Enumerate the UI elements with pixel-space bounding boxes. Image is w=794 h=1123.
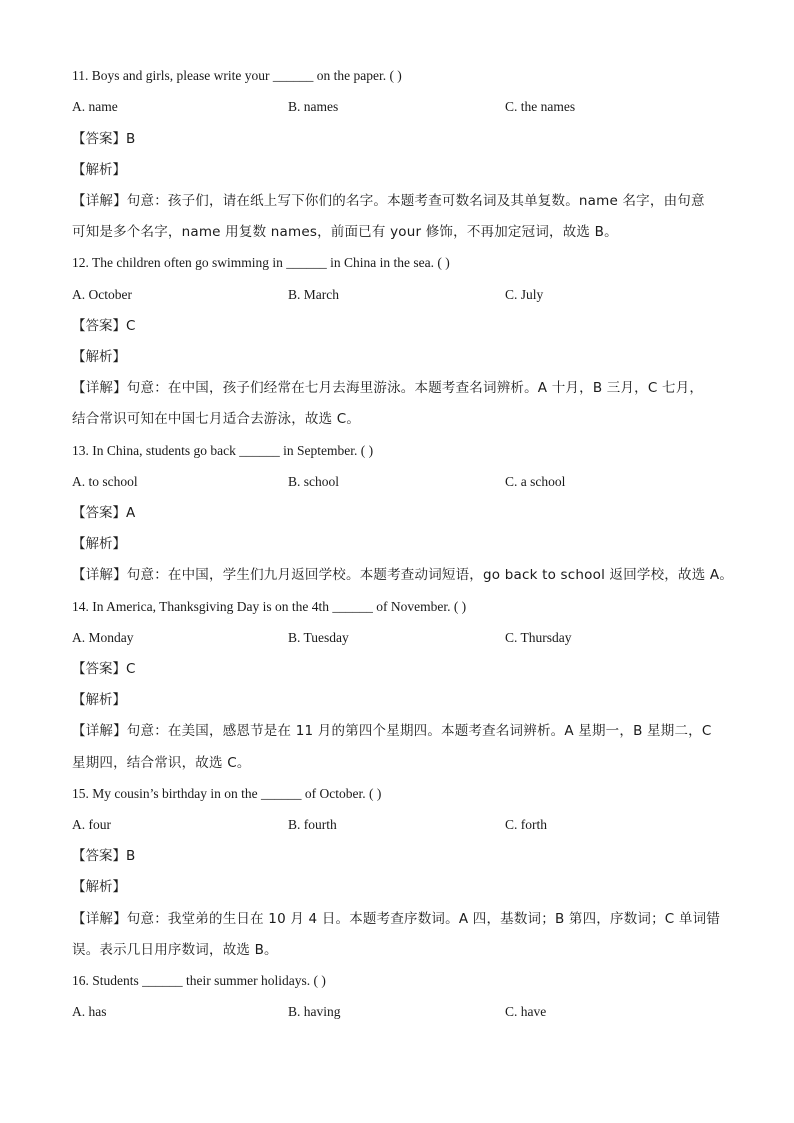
question-12-detail-line-1: 【详解】句意：在中国，孩子们经常在七月去海里游泳。本题考查名词辨析。A 十月，B 三月，C 七月， bbox=[72, 380, 704, 396]
question-15-option-c: C. forth bbox=[505, 817, 547, 832]
question-13-analysis-label: 【解析】 bbox=[72, 536, 126, 552]
question-14-option-c: C. Thursday bbox=[505, 630, 572, 645]
question-13-option-c: C. a school bbox=[505, 474, 566, 489]
question-11-analysis-label: 【解析】 bbox=[72, 162, 126, 178]
question-13-stem: 13. In China, students go back ______ in September. ( ) bbox=[72, 443, 374, 458]
question-11-detail-line-2: 可知是多个名字，name 用复数 names，前面已有 your 修饰，不再加定冠词，故选 B。 bbox=[72, 224, 618, 240]
question-13-option-b: B. school bbox=[288, 474, 340, 489]
question-16-option-a: A. has bbox=[72, 1004, 107, 1019]
question-14-answer: 【答案】C bbox=[72, 661, 136, 677]
question-12-answer: 【答案】C bbox=[72, 318, 136, 334]
question-15-stem: 15. My cousin’s birthday in on the ______ of October. ( ) bbox=[72, 786, 382, 801]
question-11-answer: 【答案】B bbox=[72, 131, 136, 147]
question-11-detail-line-1: 【详解】句意：孩子们，请在纸上写下你们的名字。本题考查可数名词及其单复数。name 名字，由句意 bbox=[72, 193, 705, 209]
question-12-stem: 12. The children often go swimming in ______ in China in the sea. ( ) bbox=[72, 255, 450, 270]
question-11-option-a: A. name bbox=[72, 99, 118, 114]
question-16-stem: 16. Students ______ their summer holidays. ( ) bbox=[72, 973, 326, 988]
question-12-option-c: C. July bbox=[505, 287, 544, 302]
question-13-answer: 【答案】A bbox=[72, 505, 136, 521]
question-15-analysis-label: 【解析】 bbox=[72, 879, 126, 895]
question-14-stem: 14. In America, Thanksgiving Day is on the 4th ______ of November. ( ) bbox=[72, 599, 467, 614]
question-12-analysis-label: 【解析】 bbox=[72, 349, 126, 365]
question-16-option-b: B. having bbox=[288, 1004, 341, 1019]
question-15-answer: 【答案】B bbox=[72, 848, 136, 864]
question-15-detail-line-1: 【详解】句意：我堂弟的生日在 10 月 4 日。本题考查序数词。A 四，基数词；B 第四，序数词；C 单词错 bbox=[72, 911, 721, 927]
question-12-option-b: B. March bbox=[288, 287, 339, 302]
question-14-detail-line-2: 星期四，结合常识，故选 C。 bbox=[72, 755, 251, 771]
question-15-detail-line-2: 误。表示几日用序数词，故选 B。 bbox=[72, 942, 278, 958]
question-14-option-b: B. Tuesday bbox=[288, 630, 349, 645]
question-11-stem: 11. Boys and girls, please write your ______ on the paper. ( ) bbox=[72, 68, 402, 83]
question-13-detail-line-1: 【详解】句意：在中国，学生们九月返回学校。本题考查动词短语，go back to school 返回学校，故选 A。 bbox=[72, 567, 734, 583]
question-12-detail-line-2: 结合常识可知在中国七月适合去游泳，故选 C。 bbox=[72, 411, 361, 427]
question-11-option-c: C. the names bbox=[505, 99, 576, 114]
question-15-option-a: A. four bbox=[72, 817, 111, 832]
question-14-detail-line-1: 【详解】句意：在美国，感恩节是在 11 月的第四个星期四。本题考查名词辨析。A 星期一，B 星期二，C bbox=[72, 723, 712, 739]
question-13-option-a: A. to school bbox=[72, 474, 138, 489]
question-15-option-b: B. fourth bbox=[288, 817, 337, 832]
question-14-option-a: A. Monday bbox=[72, 630, 134, 645]
question-12-option-a: A. October bbox=[72, 287, 132, 302]
question-11-option-b: B. names bbox=[288, 99, 339, 114]
question-16-option-c: C. have bbox=[505, 1004, 547, 1019]
question-14-analysis-label: 【解析】 bbox=[72, 692, 126, 708]
